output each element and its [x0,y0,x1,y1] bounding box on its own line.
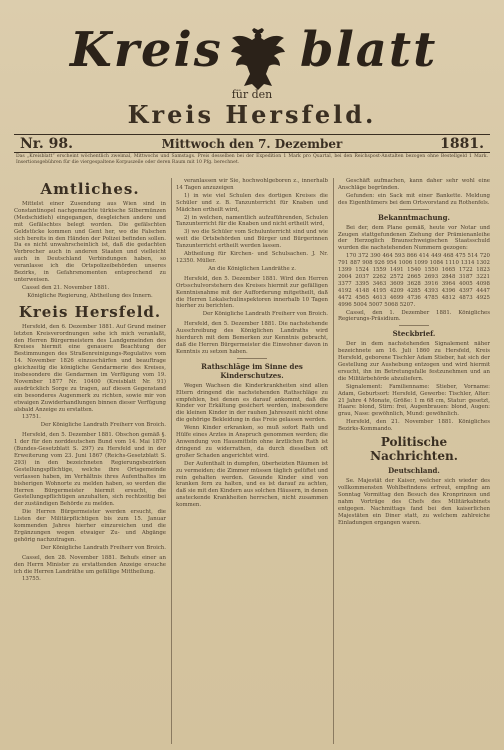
article-paragraph: Wenn Kinder erkranken, so muß sofort Rath und Hülfe eines Arztes in Anspruch genommen werden; die Anwendung von Hausmitteln ohne ärztlichen Rath ist dringend zu widerrathen, da durch dieselben oft großer Schaden angerichtet wird. [176,425,328,459]
article-paragraph: Mittelst einer Zusendung aus Wien sind in Constantinopel nachgemachte türkische Silbermünzen (Medschidieh) eingegangen, desgleichen andere und mit Gefälschtes belegt worden. Die gefälschten Geldstücke kommen und Gent her, wo die Falschen sich bereits in den Händen der Polizei befinden sollen. Da es nicht unwahrscheinlich ist, daß die gedachten Verbrecher auch in anderen Staaten und vielleicht auch in Deutschland Verbindungen haben, so veranlasse ich die Ortspolizeibehörden unseres Bezirks, in Gefahrsmomenten entsprechend zu unterweisen. [14,201,166,283]
subscription-notice: Das „Kreisblatt“ erscheint wöchentlich zweimal, Mittwochs und Samstags. Preis desselben bei der Expedition 1 Mark pro Quartal, bei den Reichspost-Anstalten bezogen ohne Bestellgeld 1 Mark. Insertionsgebühren für die viergespaltene Korpuszeile oder deren Raum mit 10 Pfg. berechnet. [16,154,488,165]
article-paragraph: 1) in wie viel Schulen des dortigen Kreises die Schüler und z. B. Tanzunterricht für Knaben und Mädchen ertheilt wird, [176,192,328,213]
section-separator [399,325,429,326]
article-paragraph: veranlassen wir Sie, hochwohlgeboren z., innerhalb 14 Tagen anzuzeigen [176,178,328,191]
article-paragraph: Signalement: Familienname: Stieber, Vorname: Adam, Geburtsort: Hersfeld, Gewerbe: Tischler, Alter: 21 Jahre 4 Monate, Größe: 1 m 68 cm, Statur: gesetzt, Haare: blond, Stirn: frei, Augenbrauen: blond, Augen: grau, Nase: gewöhnlich, Mund: gewöhnlich. [338,383,490,418]
column-divider [333,178,334,744]
masthead-kreis-name: Kreis Hersfeld. [127,100,377,129]
article-paragraph: Gefunden: ein Sack mit einer Bankette. Meldung des Eigenthümers bei dem Ortsvorstand zu Rothenfels. [338,192,490,206]
issue-number: Nr. 98. [20,136,73,152]
section-heading-deutschland: Deutschland. [388,466,440,476]
section-separator [237,358,267,359]
section-heading-bekanntmachung: Bekanntmachung. [378,212,450,222]
article-paragraph: Bei der, dem Plane gemäß, heute vor Notar und Zeugen stattgefundenen Ziehung der Prämienanleihe der Herzoglich Braunschweigischen Staatsschuld wurden die nachstehenden Nummern gezogen: [338,224,490,252]
masthead-title-right: blatt [300,22,438,78]
article-signature: Der Königliche Landrath Freiherr von Broich. [40,544,166,551]
article-paragraph: Cassel, den 1. Dezember 1881. Königliches Regierungs-Präsidium. [338,309,490,323]
article-paragraph: Abtheilung für Kirchen- und Schulsachen. J. Nr. 12350. Müller. [176,251,328,264]
column-right [338,178,490,744]
article-paragraph: Wegen Wachsen die Kinderkrankheiten sind allen Eltern dringend die nachstehenden Rathschläge zu empfehlen, bei denen es darauf ankommt, daß die Kinder vor Erkältung gesichert werden, insbesondere die kleinen Kinder in der rauhen Jahreszeit nicht ohne die gehörige Bekleidung in das Freie gelassen werden. [176,382,328,424]
section-heading-kreis-hersfeld: Kreis Hersfeld. [18,302,162,321]
article-signature: Königliche Regierung, Abtheilung des Innern. [27,292,153,299]
article-paragraph: 13755. [22,576,41,583]
issue-date: Mittwoch den 7. Dezember [161,137,343,151]
header-rule-bottom [14,152,490,153]
column-left [14,178,166,744]
masthead-title-left: Kreis [70,22,223,78]
lottery-number-list: 170 372 390 464 593 866 414 449 468 475 514 720 791 887 908 926 954 1006 1099 1084 1110 1314 1302 1399 1524 1559 1491 1540 1550 1665 1722 1823 2004 2037 2262 2572 2665 2693 2848 3187 3221 3377 3395 3463 3609 3628 3916 3964 4005 4098 4192 4148 4195 4209 4285 4393 4396 4397 4447 4472 4565 4613 4699 4736 4785 4812 4873 4925 4996 5004 5007 5068 5207. [338,253,490,308]
article-paragraph: Hersfeld, den 6. Dezember 1881. Auf Grund meiner letzten Kreisverordnungen sehe ich mich veranlaßt, den Herren Bürgermeistern des Landgemeinden des Kreises hiermit eine genauere Beachtung der Bestimmungen des Straßenreinigungs-Regulativs vom 14. November 1826 einzuschärfen und beauftrage gleichzeitig die königliche Gendarmerie des Kreises, insbesondere die Gendarmen im Verfügung vom 19. November 1877 Nr. 10400 (Kreisblatt Nr. 91) ausdrücklich Sorge zu tragen, auf diesen Gegenstand ein besonderes Augenmerk zu richten, sowie mir von etwaigen Zuwiderhandlungen binnen dieser Verfügung alsbald Anzeige zu erstatten. [14,323,166,413]
article-paragraph: Hersfeld, den 5. Dezember 1881. Wird den Herren Ortsschulvorstehern des Kreises hiermit zur gefälligen Kenntnisnahme mit der Aufforderung mitgetheilt, daß die Herren Lokalschulinspektoren innerhalb 10 Tagen hierher zu berichten. [176,275,328,310]
article-paragraph: 3) wo die Schüler vom Schulunterricht sind und wie weit die Ortsbehörden und Bürger und Bürgerinnen Tanzunterricht ertheilt werden lassen. [176,229,328,250]
issue-info-bar [16,136,488,152]
article-paragraph: Hersfeld, den 21. November 1881. Königliches Bezirks-Kommando. [338,419,490,433]
eagle-emblem-icon [228,28,288,92]
article-paragraph: Geschäft aufmachen, kann daher sehr wohl eine Anschläge begründen. [338,178,490,191]
masthead [0,8,504,129]
article-signature: Der Königliche Landrath Freiherr von Broich. [202,311,328,318]
header-rule-top [14,134,490,135]
article-signature: An die Königlichen Landräthe z. [208,265,296,272]
article-paragraph: Cassel, den 28. November 1881. Behufs einer an den Herrn Minister zu erstattenden Anzeige ersuche ich die Herren Landräthe um gefällige Mittheilung. [14,554,166,575]
article-paragraph: Cassel den 21. November 1881. [22,284,110,291]
article-paragraph: Se. Majestät der Kaiser, welcher sich wieder des vollkommensten Wohlbefindens erfreut, empfing am Sonntag Vormittag den Besuch des Kronprinzen und nahm Vorträge des Chefs des Militärkabinets entgegen. Nachmittags fand bei den kaiserlichen Majestäten ein Diner statt, zu welchem zahlreiche Einladungen ergangen waren. [338,478,490,526]
section-heading-steckbrief: Steckbrief. [392,329,436,339]
article-paragraph: Der in dem nachstehenden Signalement näher bezeichnete am 16. Juli 1860 zu Hersfeld, Kreis Hersfeld, geborene Tischler Adam Stieber, hat sich der Gestellung zur Aushebung entzogen und wird hiermit ersucht, ihn im Betretungsfalle festzunehmen und an die Militärbehörde abzuliefern. [338,341,490,382]
section-heading-politische-nachrichten: Politische Nachrichten. [370,435,458,464]
section-heading-amtliches: Amtliches. [40,180,140,198]
section-separator [399,209,429,210]
masthead-fuer: für den [231,88,273,101]
column-middle [176,178,328,744]
article-paragraph: Hersfeld, den 5. Dezember 1881. Die nachstehende Ausschreibung des Königlichen Landraths wird hierdurch mit dem Bemerken zur Kenntnis gebracht, daß die Herren Bürgermeister die Einwohner davon in Kenntnis zu setzen haben. [176,321,328,355]
article-paragraph: Hersfeld, den 5. Dezember 1881. Obschon gemäß §. 1 der für den norddeutschen Bund vom 14. Mai 1870 (Bundes-Gesetzblatt S. 297) zu Hersfeld und in der Erweiterung vom 23. Juni 1867 (Reichs-Gesetzblatt S. 293) in den bezeichneten Regierungsbezirken Gestellungspflichtige, welche ihre Ortsgemeinde verlassen haben, im Verhältnis ihres Aufenthaltes im bisherigen Wohnorte zu melden haben, so werden die Herren Bürgermeister hiermit ersucht, die Gestellungspflichtigen anzuhalten, sich rechtzeitig bei der zuständigen Behörde zu melden. [14,432,166,508]
issue-year: 1881. [440,136,484,152]
article-signature: Der Königliche Landrath Freiherr von Broich. [40,422,166,429]
article-paragraph: Der Aufenthalt in dumpfen, überheizten Räumen ist zu vermeiden; die Zimmer müssen täglich gelüftet und rein gehalten werden. Gesunde Kinder sind von kranken fern zu halten, und es ist darauf zu achten, daß sie mit den Kindern aus solchen Häusern, in denen ansteckende Krankheiten herrschen, nicht zusammen kommen. [176,460,328,509]
article-paragraph: 2) in welchen, namentlich aufzuführenden, Schulen Tanzunterricht für die Knaben und nicht ertheilt wird, [176,214,328,228]
article-paragraph: Die Herren Bürgermeister werden ersucht, die Listen der Militärpflichtigen bis zum 15. Januar kommenden Jahres hierher einzureichen und die Ergänzungen wegen etwaiger Zu- und Abgänge gehörig nachzutragen. [14,509,166,543]
column-divider [171,178,172,744]
section-heading-rathschlaege: Rathschläge im Sinne des Kinderschutzes. [201,361,303,380]
article-paragraph: 13751. [22,414,41,421]
